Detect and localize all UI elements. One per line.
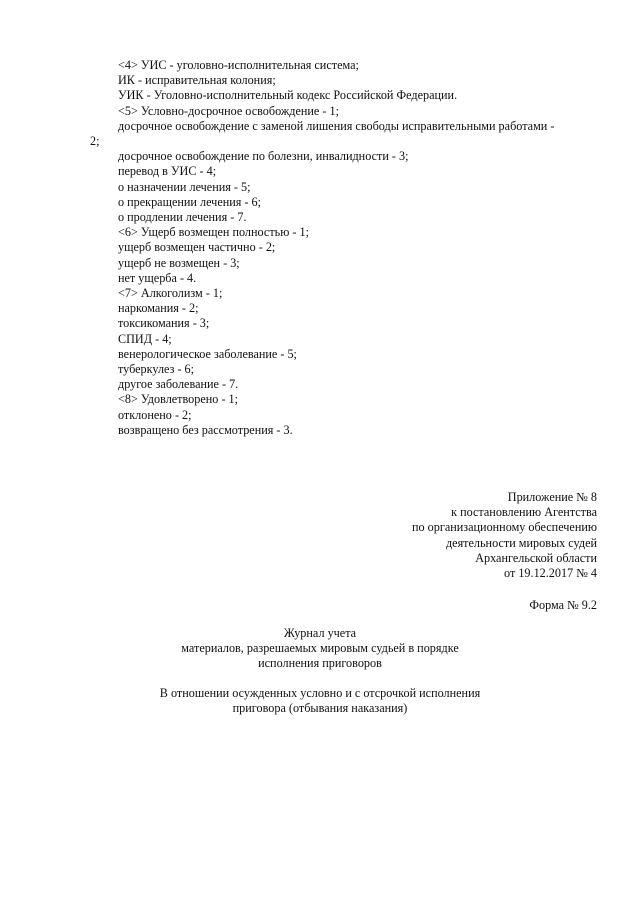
note-line: досрочное освобождение с заменой лишения свободы исправительными работами - [118, 118, 555, 133]
form-number: Форма № 9.2 [529, 598, 597, 612]
note-line: 2; [90, 134, 100, 149]
title-line: материалов, разрешаемых мировым судьей в порядке [181, 641, 459, 656]
note-line: токсикомания - 3; [118, 316, 210, 331]
footnotes-block [0, 58, 640, 438]
note-line: ущерб не возмещен - 3; [118, 255, 240, 270]
note-line: возвращено без рассмотрения - 3. [118, 422, 293, 437]
note-line: досрочное освобождение по болезни, инвалидности - 3; [118, 149, 409, 164]
appendix-line: Архангельской области [475, 550, 597, 565]
appendix-line: от 19.12.2017 № 4 [504, 566, 597, 581]
note-line: венерологическое заболевание - 5; [118, 346, 297, 361]
note-line: о назначении лечения - 5; [118, 179, 251, 194]
subject-line: В отношении осужденных условно и с отсрочкой исполнения [159, 686, 481, 700]
appendix-header [412, 490, 597, 581]
appendix-line: деятельности мировых судей [445, 535, 597, 550]
subject-line: приговора (отбывания наказания) [232, 701, 408, 716]
note-line: <8> Удовлетворено - 1; [118, 392, 239, 407]
note-line: нет ущерба - 4. [118, 270, 197, 285]
title-line: Журнал учета [283, 626, 357, 640]
appendix-line: по организационному обеспечению [412, 520, 597, 535]
note-line: отклонено - 2; [118, 407, 192, 422]
title-line: исполнения приговоров [258, 656, 382, 671]
note-line: туберкулез - 6; [118, 362, 195, 377]
note-line: о прекращении лечения - 6; [118, 194, 262, 209]
journal-title [0, 626, 640, 672]
note-line: <7> Алкоголизм - 1; [118, 286, 223, 301]
note-line: <4> УИС - уголовно-исполнительная система; [118, 58, 359, 72]
note-line: ИК - исправительная колония; [118, 73, 276, 88]
note-line: перевод в УИС - 4; [118, 164, 217, 179]
note-line: другое заболевание - 7. [118, 377, 239, 392]
note-line: <6> Ущерб возмещен полностью - 1; [118, 225, 309, 240]
note-line: УИК - Уголовно-исполнительный кодекс Российской Федерации. [118, 88, 458, 103]
appendix-line: Приложение № 8 [507, 490, 597, 504]
note-line: СПИД - 4; [118, 331, 172, 346]
note-line: <5> Условно-досрочное освобождение - 1; [118, 103, 339, 118]
note-line: о продлении лечения - 7. [118, 210, 247, 225]
journal-subject [0, 686, 640, 716]
note-line: ущерб возмещен частично - 2; [118, 240, 276, 255]
appendix-line: к постановлению Агентства [451, 505, 597, 520]
note-line: наркомания - 2; [118, 301, 199, 316]
